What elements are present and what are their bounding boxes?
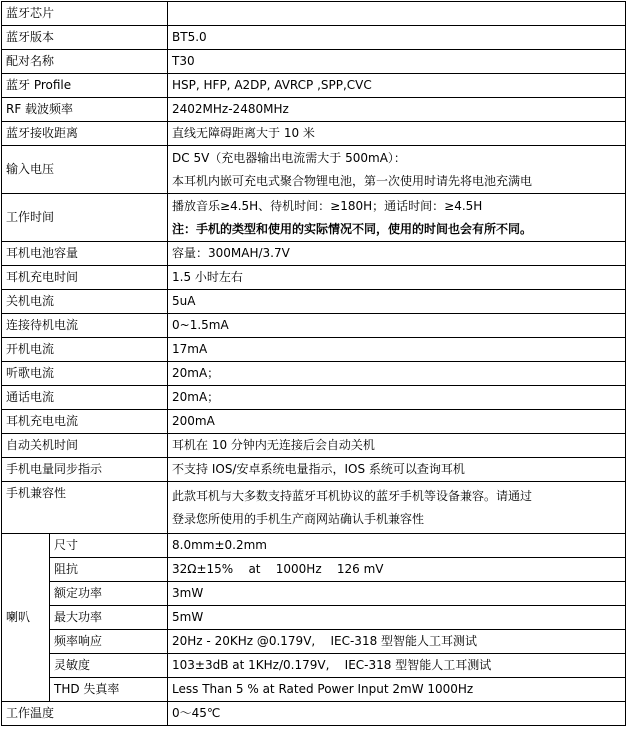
table-row [2,558,626,582]
working-time-line-1: 播放音乐≥4.5H、待机时间：≥180H；通话时间：≥4.5H [172,198,483,213]
table-row [2,26,626,50]
table-row [2,194,626,242]
table-row [2,458,626,482]
table-row [2,702,626,726]
label-music-current: 听歌电流 [2,362,168,386]
label-max-power: 最大功率 [50,606,168,630]
table-row [2,630,626,654]
label-frequency-response: 频率响应 [50,630,168,654]
table-row [2,50,626,74]
label-standby-current: 连接待机电流 [2,314,168,338]
label-sensitivity: 灵敏度 [50,654,168,678]
label-input-voltage: 输入电压 [2,146,168,194]
table-row [2,410,626,434]
value-music-current: 20mA； [168,362,626,386]
label-battery-sync: 手机电量同步指示 [2,458,168,482]
label-charge-current: 耳机充电电流 [2,410,168,434]
spec-table [1,1,626,726]
value-charge-current: 200mA [168,410,626,434]
label-pairing-name: 配对名称 [2,50,168,74]
label-bluetooth-version: 蓝牙版本 [2,26,168,50]
value-speaker-size: 8.0mm±0.2mm [168,534,626,558]
label-speaker-impedance: 阻抗 [50,558,168,582]
table-row [2,266,626,290]
table-row [2,362,626,386]
label-working-time: 工作时间 [2,194,168,242]
label-charge-time: 耳机充电时间 [2,266,168,290]
value-rf-frequency: 2402MHz-2480MHz [168,98,626,122]
label-working-temperature: 工作温度 [2,702,168,726]
value-input-voltage [168,146,626,194]
table-row [2,122,626,146]
table-row [2,678,626,702]
input-voltage-line-2: 本耳机内嵌可充电式聚合物锂电池，第一次使用时请先将电池充满电 [172,173,533,188]
input-voltage-line-1: DC 5V（充电器输出电流需大于 500mA）： [172,150,406,165]
label-battery-capacity: 耳机电池容量 [2,242,168,266]
label-rated-power: 额定功率 [50,582,168,606]
label-thd: THD 失真率 [50,678,168,702]
compatibility-line-1: 此款耳机与大多数支持蓝牙耳机协议的蓝牙手机等设备兼容。请通过 [172,488,533,503]
value-standby-current: 0~1.5mA [168,314,626,338]
value-call-current: 20mA； [168,386,626,410]
table-row [2,386,626,410]
value-rated-power: 3mW [168,582,626,606]
label-rf-frequency: RF 载波频率 [2,98,168,122]
value-max-power: 5mW [168,606,626,630]
value-working-time [168,194,626,242]
value-charge-time: 1.5 小时左右 [168,266,626,290]
table-row [2,606,626,630]
value-working-temperature: 0～45℃ [168,702,626,726]
label-speaker-size: 尺寸 [50,534,168,558]
table-row [2,654,626,678]
value-pairing-name: T30 [168,50,626,74]
value-on-current: 17mA [168,338,626,362]
value-speaker-impedance: 32Ω±15% at 1000Hz 126 mV [168,558,626,582]
table-row [2,314,626,338]
table-row [2,482,626,534]
value-bluetooth-version: BT5.0 [168,26,626,50]
table-row [2,582,626,606]
label-compatibility: 手机兼容性 [2,482,168,534]
table-row [2,338,626,362]
table-row [2,74,626,98]
table-row [2,534,626,558]
compatibility-line-2: 登录您所使用的手机生产商网站确认手机兼容性 [172,511,425,526]
value-off-current: 5uA [168,290,626,314]
value-thd: Less Than 5 % at Rated Power Input 2mW 1000Hz [168,678,626,702]
value-battery-sync: 不支持 IOS/安卓系统电量指示，IOS 系统可以查询耳机 [168,458,626,482]
label-speaker-group: 喇叭 [2,534,50,702]
table-row [2,146,626,194]
table-row [2,242,626,266]
table-row [2,98,626,122]
label-auto-off-time: 自动关机时间 [2,434,168,458]
label-bluetooth-profile: 蓝牙 Profile [2,74,168,98]
table-row [2,434,626,458]
value-sensitivity: 103±3dB at 1KHz/0.179V, IEC-318 型智能人工耳测试 [168,654,626,678]
value-bluetooth-chip [168,2,626,26]
label-off-current: 关机电流 [2,290,168,314]
value-compatibility [168,482,626,534]
label-call-current: 通话电流 [2,386,168,410]
table-row [2,2,626,26]
label-on-current: 开机电流 [2,338,168,362]
value-bluetooth-profile: HSP, HFP, A2DP, AVRCP ,SPP,CVC [168,74,626,98]
working-time-note: 注：手机的类型和使用的实际情况不同，使用的时间也会有所不同。 [172,221,533,236]
value-receive-distance: 直线无障碍距离大于 10 米 [168,122,626,146]
table-row [2,290,626,314]
label-bluetooth-chip: 蓝牙芯片 [2,2,168,26]
label-receive-distance: 蓝牙接收距离 [2,122,168,146]
value-auto-off-time: 耳机在 10 分钟内无连接后会自动关机 [168,434,626,458]
value-frequency-response: 20Hz - 20KHz @0.179V, IEC-318 型智能人工耳测试 [168,630,626,654]
value-battery-capacity: 容量：300MAH/3.7V [168,242,626,266]
